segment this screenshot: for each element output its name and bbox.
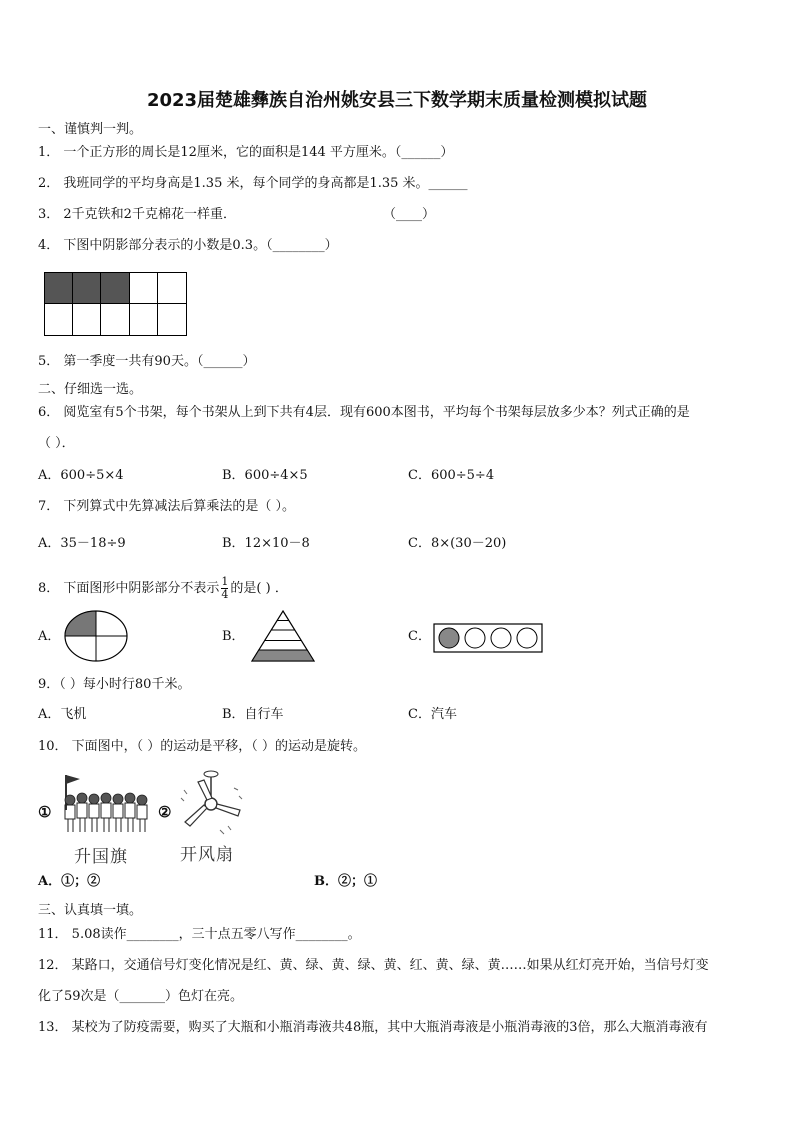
fraction-denominator: 4 <box>221 588 229 601</box>
fraction-numerator: 1 <box>221 575 229 588</box>
section-3-heading: 三、认真填一填。 <box>38 903 143 918</box>
question-7-option-c: C．8×(30－20) <box>408 536 507 551</box>
circle-quarter-figure <box>64 609 128 663</box>
question-10-option-b: B．②；① <box>314 874 377 889</box>
question-9-option-c: C．汽车 <box>408 707 457 722</box>
grid-cell <box>158 304 186 335</box>
marker-one: ① <box>38 803 52 821</box>
question-8-text: 8． 下面图形中阴影部分不表示 <box>38 581 220 596</box>
grid-cell <box>130 273 158 304</box>
question-9-option-b: B．自行车 <box>222 707 284 722</box>
grid-cell-shaded <box>101 273 129 304</box>
grid-cell-shaded <box>73 273 101 304</box>
question-3: 3． 2千克铁和2千克棉花一样重． <box>38 207 236 222</box>
question-13: 13． 某校为了防疫需要，购买了大瓶和小瓶消毒液共48瓶，其中大瓶消毒液是小瓶消毒液的3倍，那么大瓶消毒液有 <box>38 1020 708 1035</box>
question-8-label-c: C． <box>408 629 431 644</box>
section-2-heading: 二、仔细选一选。 <box>38 382 143 397</box>
question-8-text-end: 的是( ) ． <box>230 581 288 596</box>
question-11: 11． 5.08读作________，三十点五零八写作________。 <box>38 927 361 942</box>
question-3-blank: （____） <box>383 207 436 222</box>
marker-two: ② <box>158 803 172 821</box>
question-1: 1． 一个正方形的周长是12厘米，它的面积是144 平方厘米。（______） <box>38 145 454 160</box>
grid-cell <box>101 304 129 335</box>
triangle-layers-figure <box>250 609 316 663</box>
grid-cell <box>130 304 158 335</box>
page-title: 2023届楚雄彝族自治州姚安县三下数学期末质量检测模拟试题 <box>146 90 648 111</box>
decimal-grid-figure <box>44 272 187 336</box>
caption-flag-raising: 升国旗 <box>74 847 128 867</box>
question-8-label-b: B． <box>222 629 245 644</box>
fraction-one-quarter <box>221 576 228 601</box>
question-10-option-a: A．①；② <box>38 874 101 889</box>
question-4: 4． 下图中阴影部分表示的小数是0.3。（________） <box>38 238 338 253</box>
question-10: 10． 下面图中，（ ）的运动是平移，（ ）的运动是旋转。 <box>38 739 366 754</box>
question-6-option-a: A．600÷5×4 <box>38 468 124 483</box>
section-1-heading: 一、谨慎判一判。 <box>38 122 143 137</box>
question-7-option-b: B．12×10－8 <box>222 536 310 551</box>
question-7-option-a: A．35－18÷9 <box>38 536 126 551</box>
question-5: 5． 第一季度一共有90天。（______） <box>38 354 256 369</box>
circles-row-figure <box>433 623 543 653</box>
question-12-line-2: 化了59次是（_______）色灯在亮。 <box>38 989 244 1004</box>
flag-raising-picture <box>56 770 156 840</box>
grid-cell-shaded <box>45 273 73 304</box>
grid-cell <box>158 273 186 304</box>
question-2: 2． 我班同学的平均身高是1.35 米，每个同学的身高都是1.35 米。______ <box>38 176 468 191</box>
question-7: 7． 下列算式中先算减法后算乘法的是（ ）。 <box>38 499 296 514</box>
question-6: 6． 阅览室有5个书架，每个书架从上到下共有4层．现有600本图书，平均每个书架每层放多少本？列式正确的是 <box>38 405 690 420</box>
fan-picture <box>176 768 246 840</box>
question-12-line-1: 12． 某路口，交通信号灯变化情况是红、黄、绿、黄、绿、黄、红、黄、绿、黄……如果从红灯亮开始，当信号灯变 <box>38 958 709 973</box>
grid-cell <box>45 304 73 335</box>
question-6-paren: （ ）． <box>38 436 75 451</box>
question-8-label-a: A． <box>38 629 61 644</box>
question-9-option-a: A．飞机 <box>38 707 87 722</box>
caption-fan: 开风扇 <box>180 845 234 865</box>
grid-cell <box>73 304 101 335</box>
question-8 <box>38 576 288 601</box>
question-6-option-b: B．600÷4×5 <box>222 468 308 483</box>
question-9: 9．（ ）每小时行80千米。 <box>38 677 191 692</box>
question-6-option-c: C．600÷5÷4 <box>408 468 495 483</box>
